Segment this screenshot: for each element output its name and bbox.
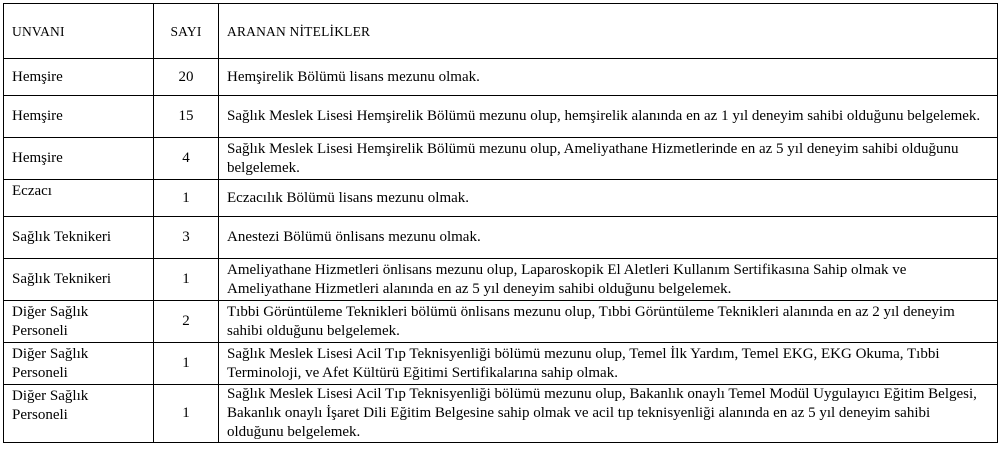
table-row (4, 180, 998, 217)
header-row (4, 4, 998, 59)
row-requirements: Sağlık Meslek Lisesi Hemşirelik Bölümü mezunu olup, hemşirelik alanında en az 1 yıl deneyim sahibi olduğunu belgelemek. (219, 96, 998, 138)
row-title: Sağlık Teknikeri (4, 259, 154, 301)
row-count: 1 (154, 180, 219, 217)
table-row (4, 59, 998, 96)
row-requirements: Hemşirelik Bölümü lisans mezunu olmak. (219, 59, 998, 96)
row-requirements: Tıbbi Görüntüleme Teknikleri bölümü önlisans mezunu olup, Tıbbi Görüntüleme Teknikleri alanında en az 2 yıl deneyim sahibi olduğunu belgelemek. (219, 301, 998, 343)
row-requirements: Ameliyathane Hizmetleri önlisans mezunu olup, Laparoskopik El Aletleri Kullanım Sertifikasına Sahip olmak ve Ameliyathane Hizmetleri alanında en az 5 yıl deneyim sahibi olduğunu belgelemek. (219, 259, 998, 301)
row-count: 3 (154, 217, 219, 259)
table-row (4, 138, 998, 180)
row-title: Diğer Sağlık Personeli (4, 343, 154, 385)
row-title: Hemşire (4, 96, 154, 138)
table-row (4, 96, 998, 138)
table-row (4, 385, 998, 443)
row-title: Diğer Sağlık Personeli (4, 301, 154, 343)
table-row (4, 301, 998, 343)
row-count: 15 (154, 96, 219, 138)
row-title: Diğer Sağlık Personeli (4, 385, 154, 443)
table-row (4, 217, 998, 259)
positions-table (3, 3, 998, 443)
row-title: Eczacı (4, 180, 154, 217)
table-row (4, 343, 998, 385)
row-count: 1 (154, 343, 219, 385)
row-requirements: Sağlık Meslek Lisesi Hemşirelik Bölümü mezunu olup, Ameliyathane Hizmetlerinde en az 5 yıl deneyim sahibi olduğunu belgelemek. (219, 138, 998, 180)
row-count: 2 (154, 301, 219, 343)
row-requirements: Sağlık Meslek Lisesi Acil Tıp Teknisyenliği bölümü mezunu olup, Temel İlk Yardım, Temel EKG, EKG Okuma, Tıbbi Terminoloji, ve Afet Kültürü Eğitimi Sertifikalarına sahip olmak. (219, 343, 998, 385)
row-count: 4 (154, 138, 219, 180)
row-count: 1 (154, 385, 219, 443)
row-title: Hemşire (4, 138, 154, 180)
row-requirements: Eczacılık Bölümü lisans mezunu olmak. (219, 180, 998, 217)
row-count: 1 (154, 259, 219, 301)
table-row (4, 259, 998, 301)
row-title: Sağlık Teknikeri (4, 217, 154, 259)
row-count: 20 (154, 59, 219, 96)
row-requirements: Anestezi Bölümü önlisans mezunu olmak. (219, 217, 998, 259)
row-requirements: Sağlık Meslek Lisesi Acil Tıp Teknisyenliği bölümü mezunu olup, Bakanlık onaylı Temel Modül Uygulayıcı Eğitim Belgesi, Bakanlık onaylı İşaret Dili Eğitim Belgesine sahip olmak ve acil tıp teknisyenliği alanında en az 5 yıl deneyim sahibi olduğunu belgelemek. (219, 385, 998, 443)
row-title: Hemşire (4, 59, 154, 96)
header-count: SAYI (154, 4, 219, 59)
header-title: UNVANI (4, 4, 154, 59)
header-requirements: ARANAN NİTELİKLER (219, 4, 998, 59)
